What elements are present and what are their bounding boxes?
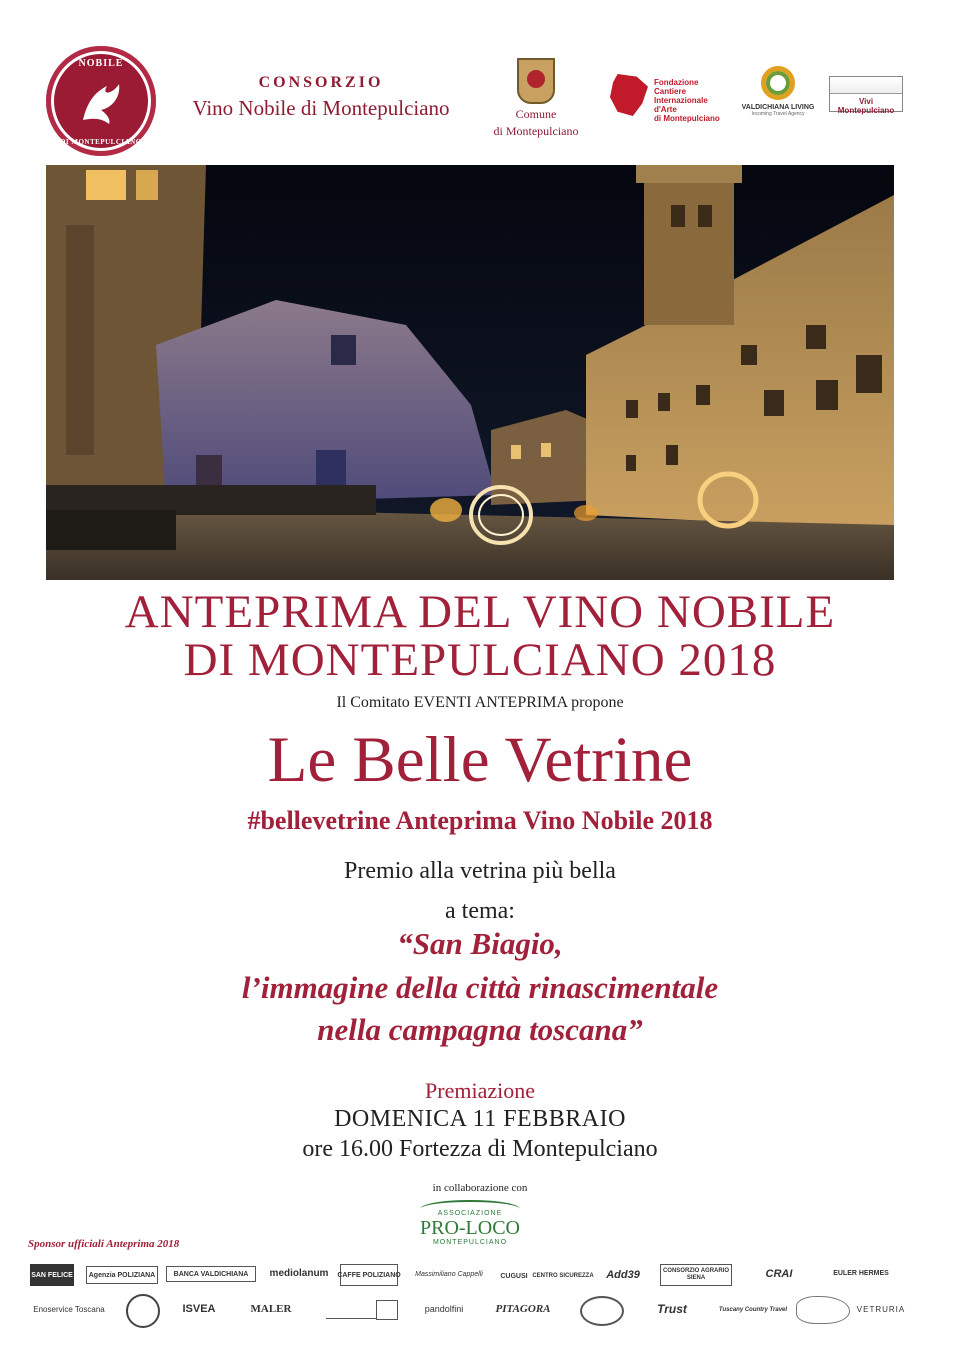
sponsor-logo: CUGUSI <box>500 1272 528 1280</box>
vivi-name: Vivi Montepulciano <box>837 97 895 115</box>
coat-of-arms-icon <box>517 58 555 104</box>
sponsor-logo: MALER <box>250 1303 292 1315</box>
fondazione-line1: Fondazione <box>654 78 699 87</box>
fondazione-line4: d'Arte <box>654 105 677 114</box>
consorzio-line2: Vino Nobile di Montepulciano <box>192 96 450 120</box>
consorzio-line1: CONSORZIO <box>258 74 384 91</box>
sponsor-logo: Tuscany Country Travel <box>718 1306 788 1313</box>
tema-text: a tema: <box>445 898 515 924</box>
sponsor-logo: BANCA VALDICHIANA <box>166 1266 256 1282</box>
sponsor-logo: Enoservice Toscana <box>33 1304 105 1314</box>
sponsor-logo: PITAGORA <box>495 1303 551 1315</box>
sponsor-label: Sponsor ufficiali Anteprima 2018 <box>28 1238 180 1250</box>
griffin-icon <box>71 72 131 132</box>
skyline-icon <box>830 77 902 94</box>
sponsor-logo-icon <box>796 1296 850 1324</box>
comune-line1: Comune <box>515 107 557 121</box>
title-line1: ANTEPRIMA DEL VINO NOBILE <box>124 586 836 638</box>
sponsor-logo: pandolfini <box>424 1304 464 1314</box>
sponsor-logo: Trust <box>657 1302 687 1316</box>
valdichiana-tagline: Incoming Travel Agency <box>751 111 805 117</box>
piazza-night-photo <box>46 165 894 580</box>
quote-line1: “San Biagio, <box>397 926 563 961</box>
sponsor-badge-icon <box>126 1294 160 1328</box>
map-shape-icon <box>610 74 648 116</box>
comune-logo <box>486 58 586 138</box>
comitato-text: Il Comitato EVENTI ANTEPRIMA propone <box>336 694 624 711</box>
sponsor-logo: Massimiliano Cappelli <box>415 1270 483 1278</box>
sponsor-logo: SAN FELICE <box>30 1264 74 1286</box>
premiazione-time-place: ore 16.00 Fortezza di Montepulciano <box>302 1136 658 1162</box>
fondazione-line3: Internazionale <box>654 96 708 105</box>
sponsor-logo-icon <box>326 1300 376 1319</box>
vivi-montepulciano-logo <box>829 76 903 115</box>
sponsor-logo-icon <box>580 1296 624 1326</box>
valdichiana-logo <box>738 66 818 117</box>
quote-line3: nella campagna toscana” <box>317 1012 643 1047</box>
quote-line2: l’immagine della città rinascimentale <box>241 970 719 1005</box>
fondazione-text <box>654 78 720 123</box>
hashtag-text: #bellevetrine Anteprima Vino Nobile 2018 <box>247 806 713 835</box>
sponsor-logo-icon <box>376 1300 398 1320</box>
sponsor-logo: CENTRO SICUREZZA <box>532 1273 594 1279</box>
proloco-line3: MONTEPULCIANO <box>432 1239 508 1246</box>
sponsor-logo: mediolanum <box>269 1267 329 1279</box>
sponsor-logo: CRAI <box>765 1268 793 1280</box>
sponsor-logo: Agenzia POLIZIANA <box>86 1266 158 1284</box>
proloco-logo <box>410 1200 530 1254</box>
consorzio-logo <box>176 74 466 121</box>
sponsor-logo: EULER HERMES <box>833 1269 889 1277</box>
sponsor-logo: Add39 <box>606 1269 640 1281</box>
title-line2: DI MONTEPULCIANO 2018 <box>183 634 777 686</box>
seal-top-text: NOBILE <box>78 58 124 69</box>
sponsor-logo: CONSORZIO AGRARIO SIENA <box>660 1264 732 1286</box>
premio-text: Premio alla vetrina più bella <box>344 858 616 884</box>
collaborazione-text: in collaborazione con <box>432 1182 528 1194</box>
sponsor-logo: ISVEA <box>182 1303 216 1315</box>
fondazione-line5: di Montepulciano <box>654 114 720 123</box>
comune-line2: di Montepulciano <box>493 124 579 138</box>
sponsor-logo: CAFFE POLIZIANO <box>340 1264 398 1286</box>
premiazione-date: DOMENICA 11 FEBBRAIO <box>334 1106 626 1132</box>
fondazione-line2: Cantiere <box>654 87 687 96</box>
sponsor-logo: VETRURIA <box>856 1304 906 1314</box>
valdichiana-name: VALDICHIANA LIVING <box>741 104 815 111</box>
proloco-line1: ASSOCIAZIONE <box>437 1210 503 1217</box>
consorzio-seal-logo <box>46 46 156 156</box>
ring-icon <box>761 66 795 100</box>
proloco-line2: PRO-LOCO <box>419 1217 520 1239</box>
event-name: Le Belle Vetrine <box>267 724 693 796</box>
premiazione-label: Premiazione <box>425 1078 535 1103</box>
seal-bottom-text: DI MONTEPULCIANO <box>60 138 142 146</box>
